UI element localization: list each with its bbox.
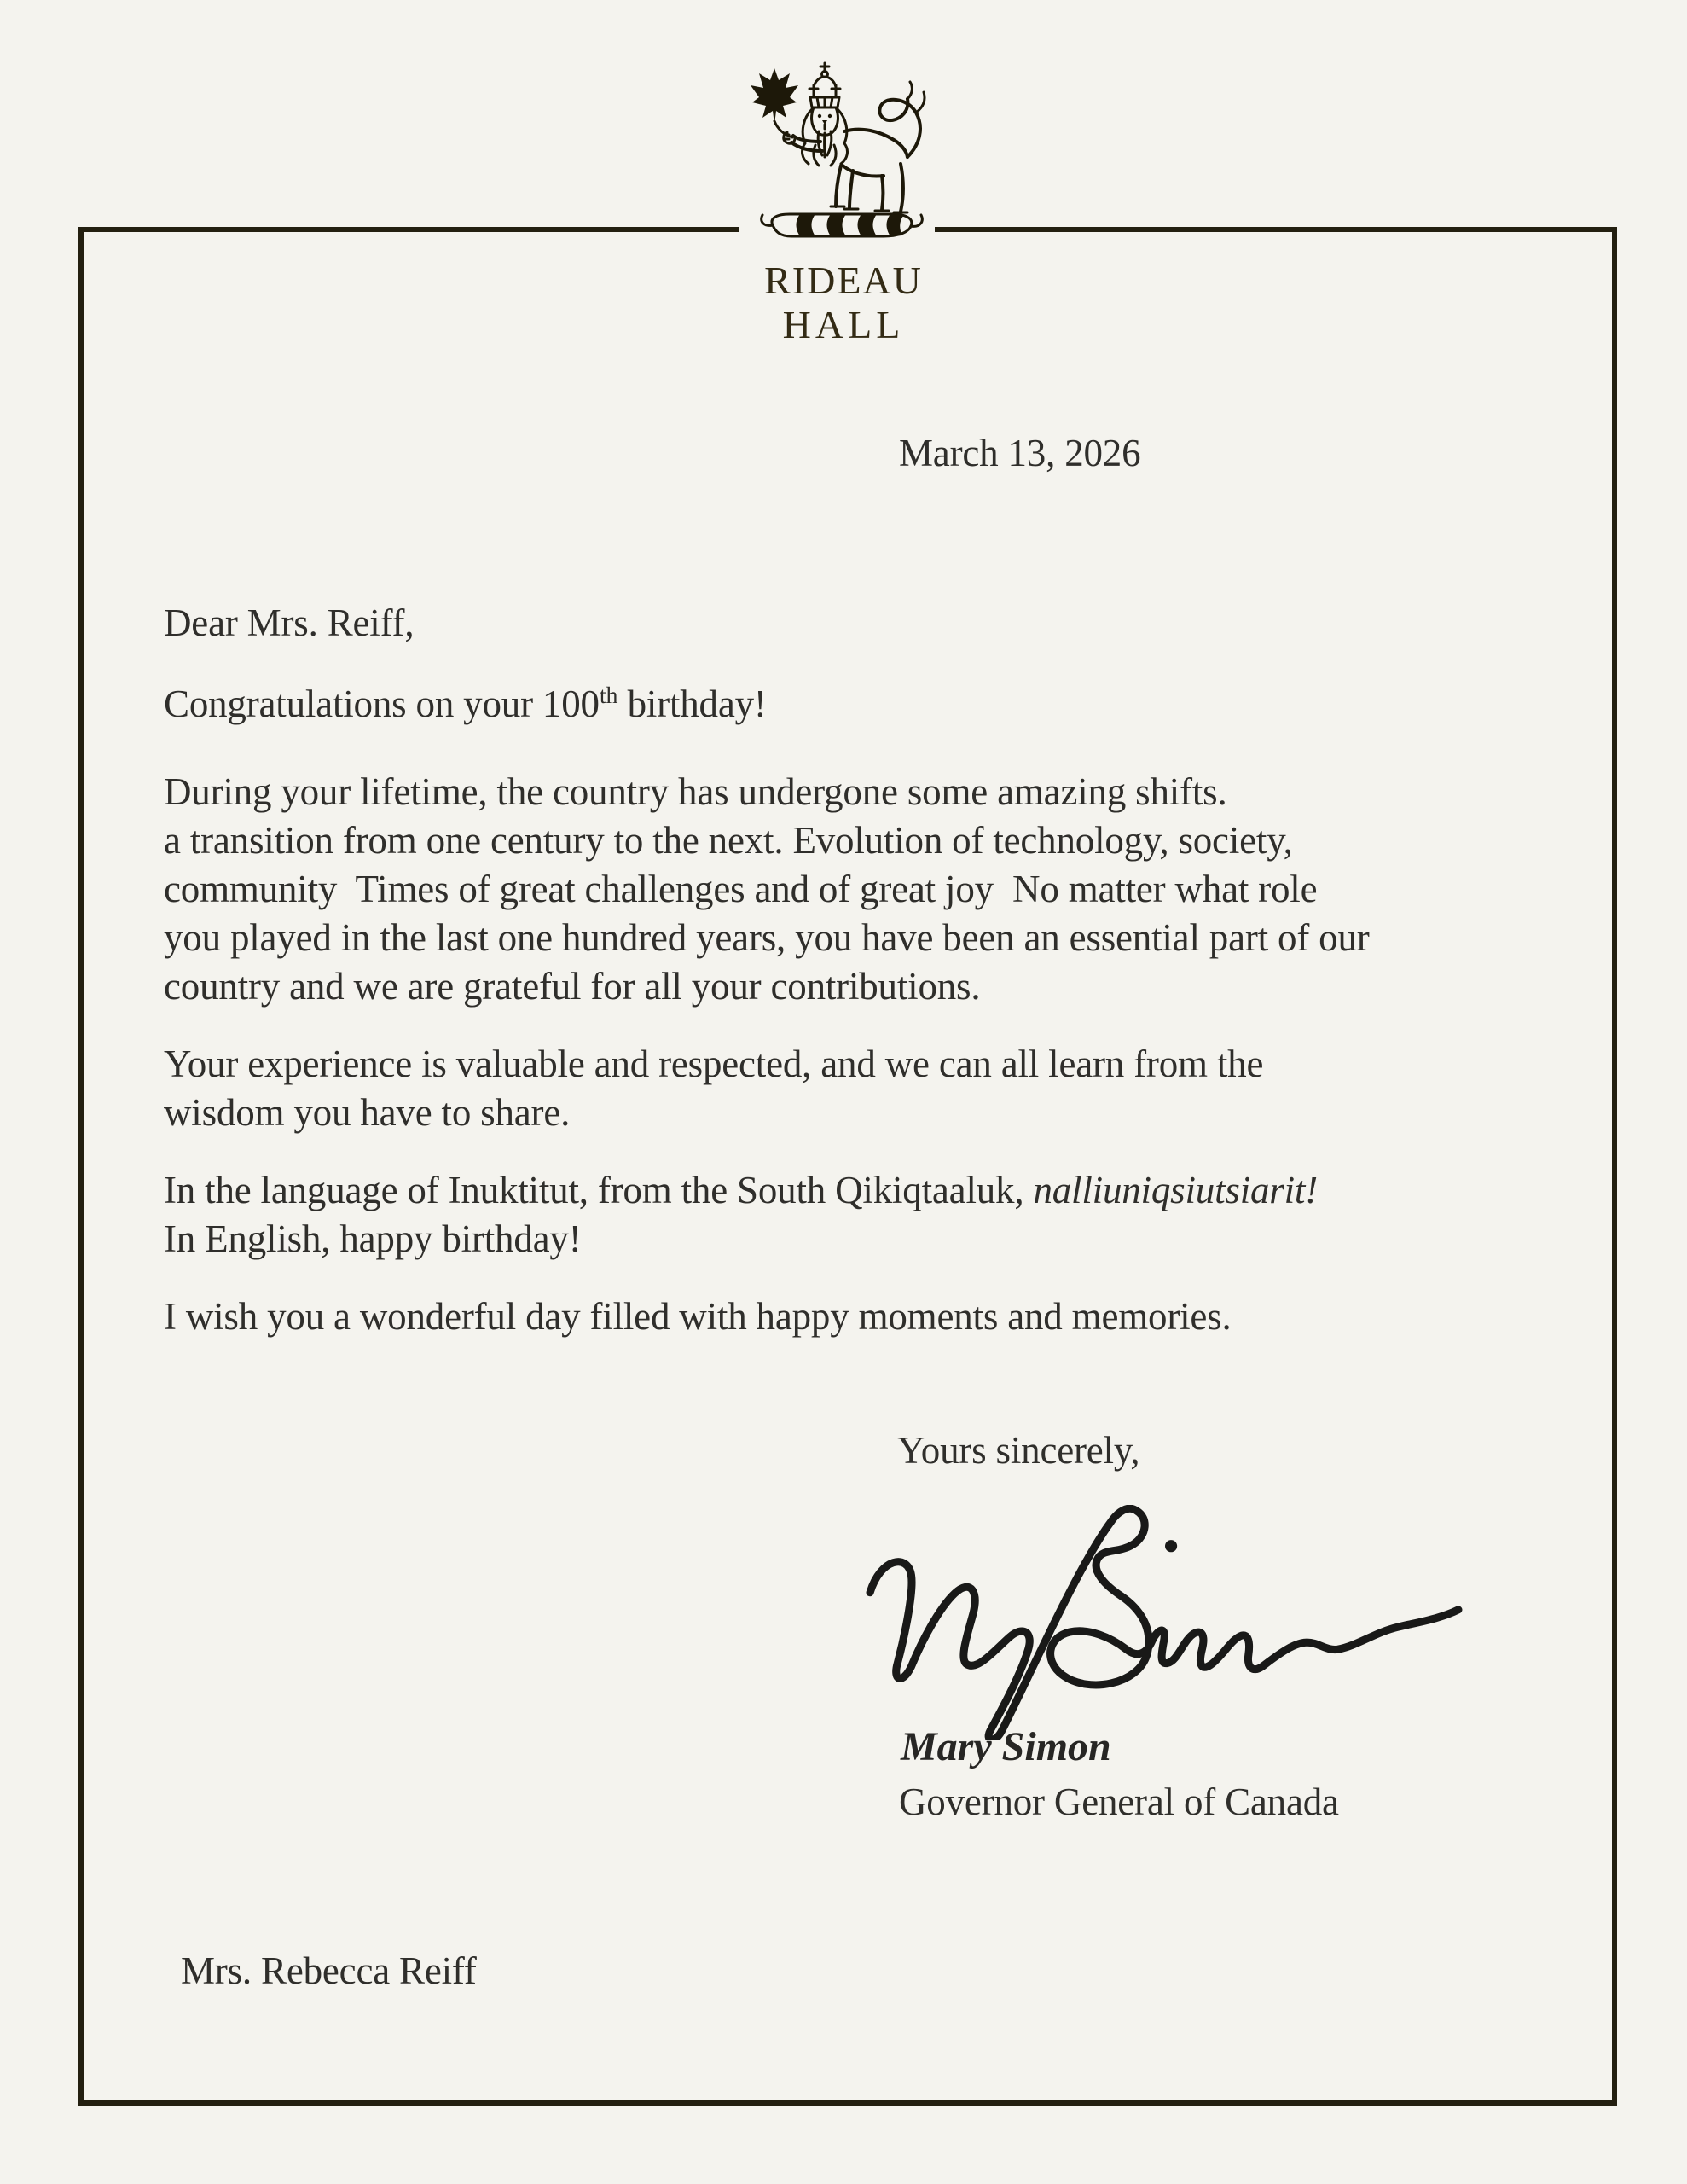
recipient-name: Mrs. Rebecca Reiff — [181, 1949, 477, 1992]
body-line: country and we are grateful for all your contributions. — [164, 965, 981, 1008]
date-line: March 13, 2026 — [899, 432, 1141, 474]
inuktitut-word-italic: nalliuniqsiutsiarit! — [1033, 1169, 1318, 1211]
body-line: a transition from one century to the next. Evolution of technology, society, — [164, 819, 1293, 862]
closing-line: Yours sincerely, — [897, 1429, 1140, 1472]
inuktitut-regular: In the language of Inuktitut, from the South Qikiqtaaluk, — [164, 1169, 1034, 1211]
crest-block — [739, 60, 935, 246]
congratulations-line — [164, 671, 1370, 729]
salutation: Dear Mrs. Reiff, — [164, 601, 415, 644]
body-line: During your lifetime, the country has undergone some amazing shifts. — [164, 770, 1227, 813]
signer-name: Mary Simon — [901, 1724, 1111, 1769]
body-line: In English, happy birthday! — [164, 1217, 582, 1260]
body-line: Your experience is valuable and respected, and we can all learn from the — [164, 1043, 1264, 1085]
body-line: community Times of great challenges and of great joy No matter what role — [164, 868, 1318, 910]
wordmark-line-rideau: RIDEAU — [764, 258, 923, 302]
congrats-suffix: birthday! — [617, 682, 767, 725]
body-line-inuktitut — [164, 1166, 1370, 1215]
rideau-hall-crest-icon — [747, 60, 926, 243]
wordmark-line-hall: HALL — [782, 303, 905, 346]
letter-body — [164, 599, 1370, 1341]
body-line: you played in the last one hundred years, you have been an essential part of our — [164, 916, 1370, 959]
ordinal-superscript: th — [599, 682, 618, 709]
signer-title: Governor General of Canada — [899, 1780, 1339, 1823]
body-line: I wish you a wonderful day filled with happy moments and memories. — [164, 1295, 1232, 1338]
congrats-prefix: Congratulations on your 100 — [164, 682, 600, 725]
wordmark — [0, 258, 1687, 346]
handwritten-signature-icon — [863, 1505, 1465, 1740]
body-line: wisdom you have to share. — [164, 1091, 571, 1134]
